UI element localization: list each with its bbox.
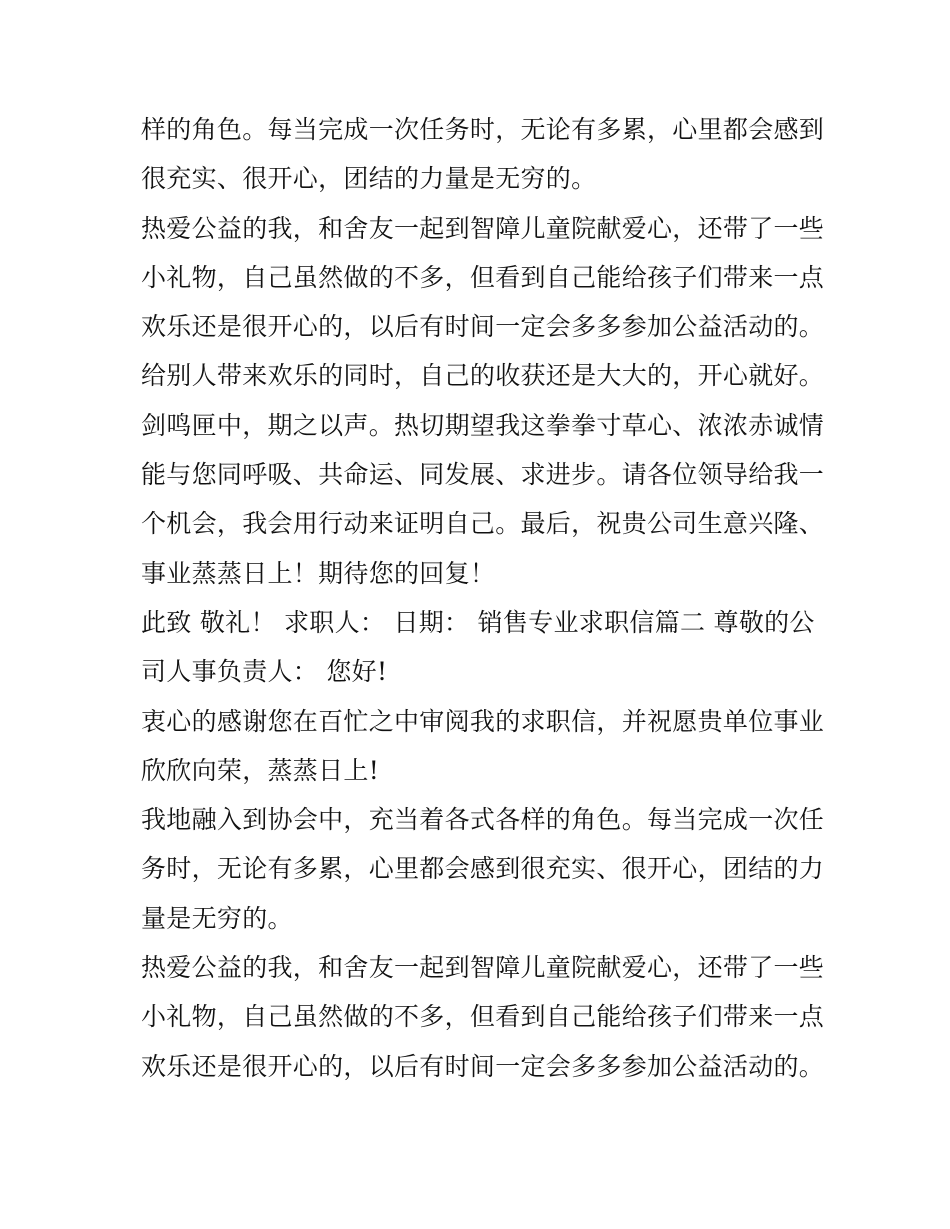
- text-line: 司人事负责人： 您好!: [141, 657, 388, 687]
- text-line: 很充实、很开心，团结的力量是无穷的。: [141, 164, 597, 194]
- text-line: 能与您同呼吸、共命运、同发展、求进步。请各位领导给我一: [141, 460, 825, 490]
- text-line: 个机会，我会用行动来证明自己。最后，祝贵公司生意兴隆、: [141, 509, 825, 539]
- text-line: 欣欣向荣，蒸蒸日上!: [141, 755, 380, 785]
- text-line: 剑鸣匣中，期之以声。热切期望我这拳拳寸草心、浓浓赤诚情: [141, 410, 825, 440]
- text-line: 小礼物，自己虽然做的不多，但看到自己能给孩子们带来一点: [141, 1002, 825, 1032]
- text-line: 量是无穷的。: [141, 903, 293, 933]
- text-line: 小礼物，自己虽然做的不多，但看到自己能给孩子们带来一点: [141, 262, 825, 292]
- text-line: 事业蒸蒸日上！期待您的回复！: [141, 558, 496, 588]
- text-line: 欢乐还是很开心的，以后有时间一定会多多参加公益活动的。: [141, 312, 825, 342]
- text-line: 样的角色。每当完成一次任务时，无论有多累，心里都会感到: [141, 115, 825, 144]
- text-line: 务时，无论有多累，心里都会感到很充实、很开心，团结的力: [141, 854, 825, 884]
- text-line: 热爱公益的我，和舍友一起到智障儿童院献爱心，还带了一些: [141, 213, 825, 243]
- text-line: 衷心的感谢您在百忙之中审阅我的求职信，并祝愿贵单位事业: [141, 706, 825, 736]
- text-line: 热爱公益的我，和舍友一起到智障儿童院献爱心，还带了一些: [141, 953, 825, 983]
- document-body: [141, 105, 825, 1091]
- text-line: 欢乐还是很开心的，以后有时间一定会多多参加公益活动的。: [141, 1051, 825, 1081]
- text-line: 此致 敬礼！ 求职人： 日期： 销售专业求职信篇二 尊敬的公: [141, 607, 815, 637]
- text-line: 给别人带来欢乐的同时，自己的收获还是大大的，开心就好。: [141, 361, 825, 391]
- text-line: 我地融入到协会中，充当着各式各样的角色。每当完成一次任: [141, 805, 825, 835]
